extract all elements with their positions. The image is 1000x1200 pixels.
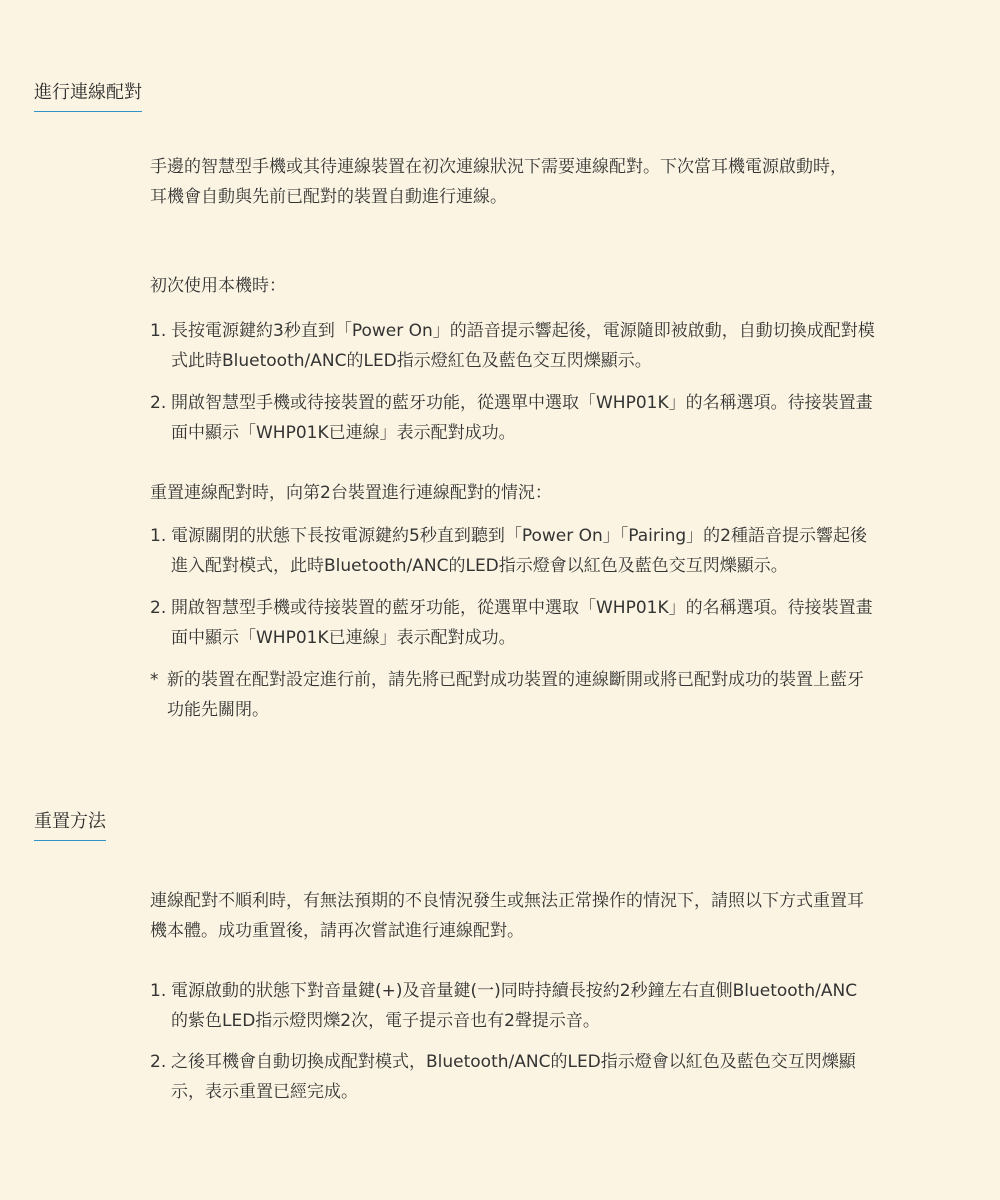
section-title-reset: 重置方法 — [34, 810, 106, 841]
step-text-line-2: 面中顯示「WHP01K已連線」表示配對成功。 — [171, 628, 516, 648]
second-device-step-1 — [150, 521, 970, 581]
step-text-line-1: 電源啟動的狀態下對音量鍵(+)及音量鍵(一)同時持續長按約2秒鐘左右直側Bluetooth/ANC — [171, 981, 858, 1001]
step-number: 1. — [150, 981, 167, 1001]
first-time-steps-2 — [150, 388, 970, 448]
step-text-line-1: 長按電源鍵約3秒直到「Power On」的語音提示響起後，電源隨即被啟動，自動切換成配對模 — [171, 321, 875, 341]
step-number: 2. — [150, 598, 167, 618]
pairing-intro — [150, 152, 970, 212]
reset-steps-2 — [150, 1047, 970, 1107]
second-device-step-2 — [150, 593, 970, 653]
step-number: 2. — [150, 1052, 167, 1072]
step-text-line-2: 的紫色LED指示燈閃爍2次，電子提示音也有2聲提示音。 — [171, 1011, 600, 1031]
step-text-line-1: 之後耳機會自動切換成配對模式，Bluetooth/ANC的LED指示燈會以紅色及藍色交互閃爍顯 — [171, 1052, 856, 1072]
note-item — [150, 665, 970, 725]
section-title-pairing: 進行連線配對 — [34, 81, 142, 112]
asterisk-mark: * — [150, 670, 159, 690]
second-device-heading: 重置連線配對時，向第2台裝置進行連線配對的情況： — [150, 483, 552, 503]
first-time-steps — [150, 316, 970, 376]
first-time-step-2 — [150, 388, 970, 448]
step-number: 1. — [150, 321, 167, 341]
reset-intro-line-2: 機本體。成功重置後，請再次嘗試進行連線配對。 — [150, 921, 524, 941]
reset-step-2 — [150, 1047, 970, 1107]
step-text-line-1: 電源關閉的狀態下長按電源鍵約5秒直到聽到「Power On」「Pairing」的2種語音提示響起後 — [171, 526, 867, 546]
reset-steps — [150, 976, 970, 1036]
step-text-line-2: 面中顯示「WHP01K已連線」表示配對成功。 — [171, 423, 516, 443]
note-line-1: 新的裝置在配對設定進行前，請先將已配對成功裝置的連線斷開或將已配對成功的裝置上藍牙 — [167, 670, 864, 690]
step-text-line-2: 進入配對模式，此時Bluetooth/ANC的LED指示燈會以紅色及藍色交互閃爍顯示。 — [171, 556, 788, 576]
step-number: 2. — [150, 393, 167, 413]
reset-intro — [150, 886, 970, 946]
first-time-heading: 初次使用本機時： — [150, 276, 286, 296]
pairing-note — [150, 665, 970, 725]
pairing-intro-line-2: 耳機會自動與先前已配對的裝置自動進行連線。 — [150, 187, 507, 207]
note-line-2: 功能先關閉。 — [167, 700, 269, 720]
step-number: 1. — [150, 526, 167, 546]
pairing-intro-line-1: 手邊的智慧型手機或其待連線裝置在初次連線狀況下需要連線配對。下次當耳機電源啟動時， — [150, 157, 847, 177]
second-device-steps-2 — [150, 593, 970, 653]
step-text-line-2: 式此時Bluetooth/ANC的LED指示燈紅色及藍色交互閃爍顯示。 — [171, 351, 652, 371]
reset-step-1 — [150, 976, 970, 1036]
step-text-line-1: 開啟智慧型手機或待接裝置的藍牙功能，從選單中選取「WHP01K」的名稱選項。待接裝置畫 — [171, 393, 873, 413]
step-text-line-1: 開啟智慧型手機或待接裝置的藍牙功能，從選單中選取「WHP01K」的名稱選項。待接裝置畫 — [171, 598, 873, 618]
first-time-heading-block — [150, 271, 970, 301]
step-text-line-2: 示，表示重置已經完成。 — [171, 1082, 358, 1102]
second-device-steps — [150, 521, 970, 581]
second-device-heading-block — [150, 478, 970, 508]
reset-intro-line-1: 連線配對不順利時，有無法預期的不良情況發生或無法正常操作的情況下，請照以下方式重置耳 — [150, 891, 864, 911]
first-time-step-1 — [150, 316, 970, 376]
